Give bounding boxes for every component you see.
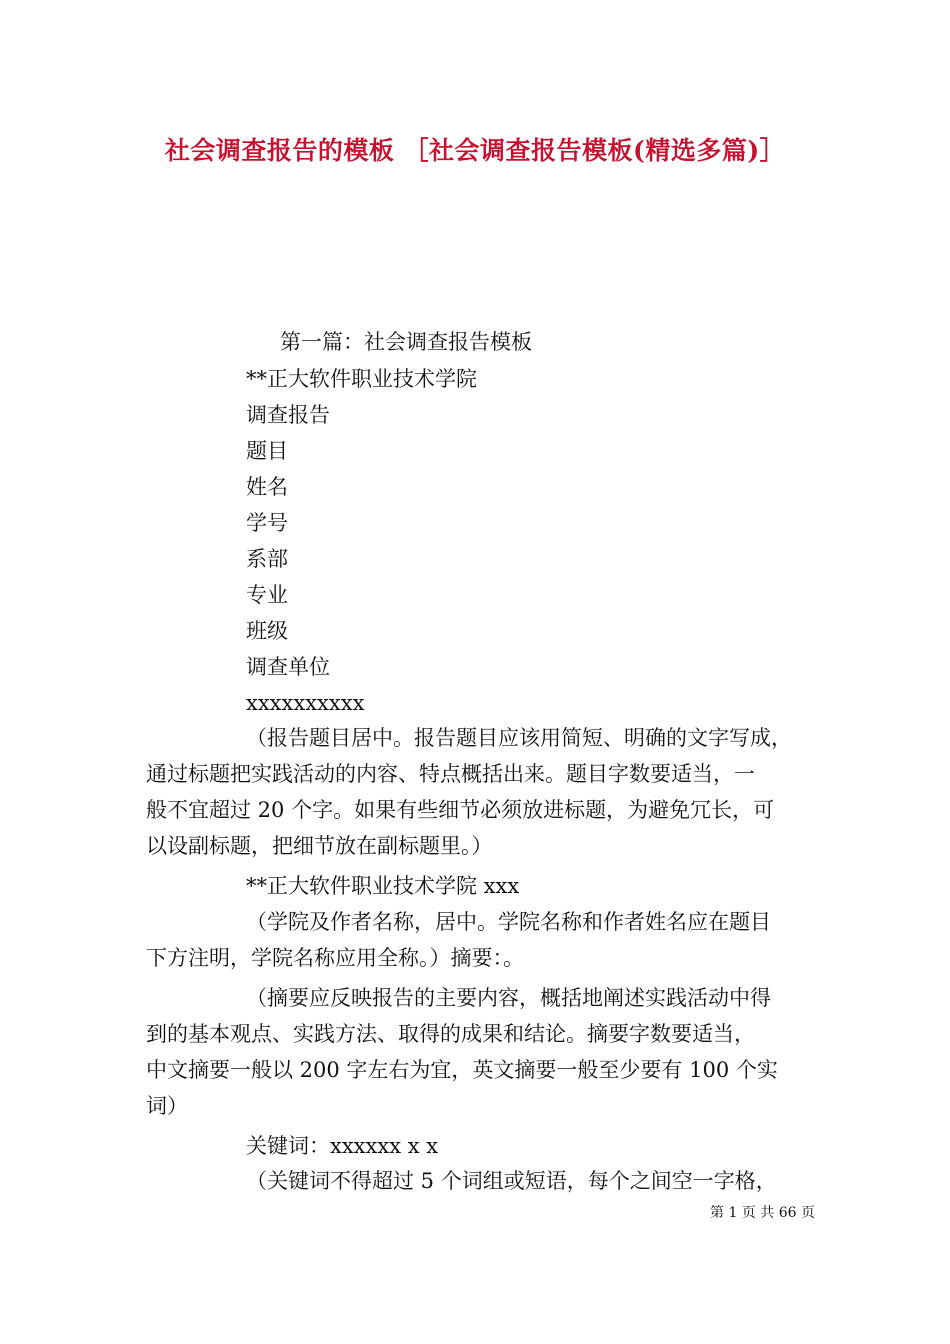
paragraph-line: 般不宜超过 20 个字。如果有些细节必须放进标题，为避免冗长，可	[146, 798, 775, 822]
field-major: 专业	[246, 583, 288, 607]
page-footer: 第 1 页 共 66 页	[710, 1205, 815, 1221]
field-name: 姓名	[246, 475, 288, 499]
placeholder-text: xxxxxxxxxx	[246, 691, 365, 715]
paragraph-line: 中文摘要一般以 200 字左右为宜，英文摘要一般至少要有 100 个实	[146, 1058, 778, 1082]
field-class: 班级	[246, 619, 288, 643]
paragraph-line: 以设副标题，把细节放在副标题里。）	[146, 834, 493, 858]
paragraph-line: 到的基本观点、实践方法、取得的成果和结论。摘要字数要适当，	[146, 1022, 755, 1046]
paragraph-line: 词）	[146, 1094, 188, 1118]
paragraph-line: （报告题目居中。报告题目应该用简短、明确的文字写成，	[246, 726, 792, 750]
field-topic: 题目	[246, 439, 288, 463]
keywords-line: 关键词：xxxxxx x x	[246, 1134, 439, 1158]
report-type: 调查报告	[246, 403, 330, 427]
field-survey-unit: 调查单位	[246, 655, 330, 679]
paragraph-line: （学院及作者名称，居中。学院名称和作者姓名应在题目	[246, 910, 771, 934]
field-student-id: 学号	[246, 511, 288, 535]
author-line: **正大软件职业技术学院 xxx	[246, 874, 520, 898]
school-name: **正大软件职业技术学院	[246, 367, 477, 391]
field-department: 系部	[246, 547, 288, 571]
paragraph-line: （摘要应反映报告的主要内容，概括地阐述实践活动中得	[246, 986, 771, 1010]
paragraph-line: （关键词不得超过 5 个词组或短语，每个之间空一字格，	[246, 1169, 777, 1193]
section-heading: 第一篇：社会调查报告模板	[280, 330, 532, 354]
paragraph-line: 通过标题把实践活动的内容、特点概括出来。题目字数要适当，一	[146, 762, 755, 786]
paragraph-line: 下方注明，学院名称应用全称。）摘要：。	[146, 946, 524, 970]
page-title: 社会调查报告的模板 ［社会调查报告模板(精选多篇)］	[164, 136, 786, 165]
